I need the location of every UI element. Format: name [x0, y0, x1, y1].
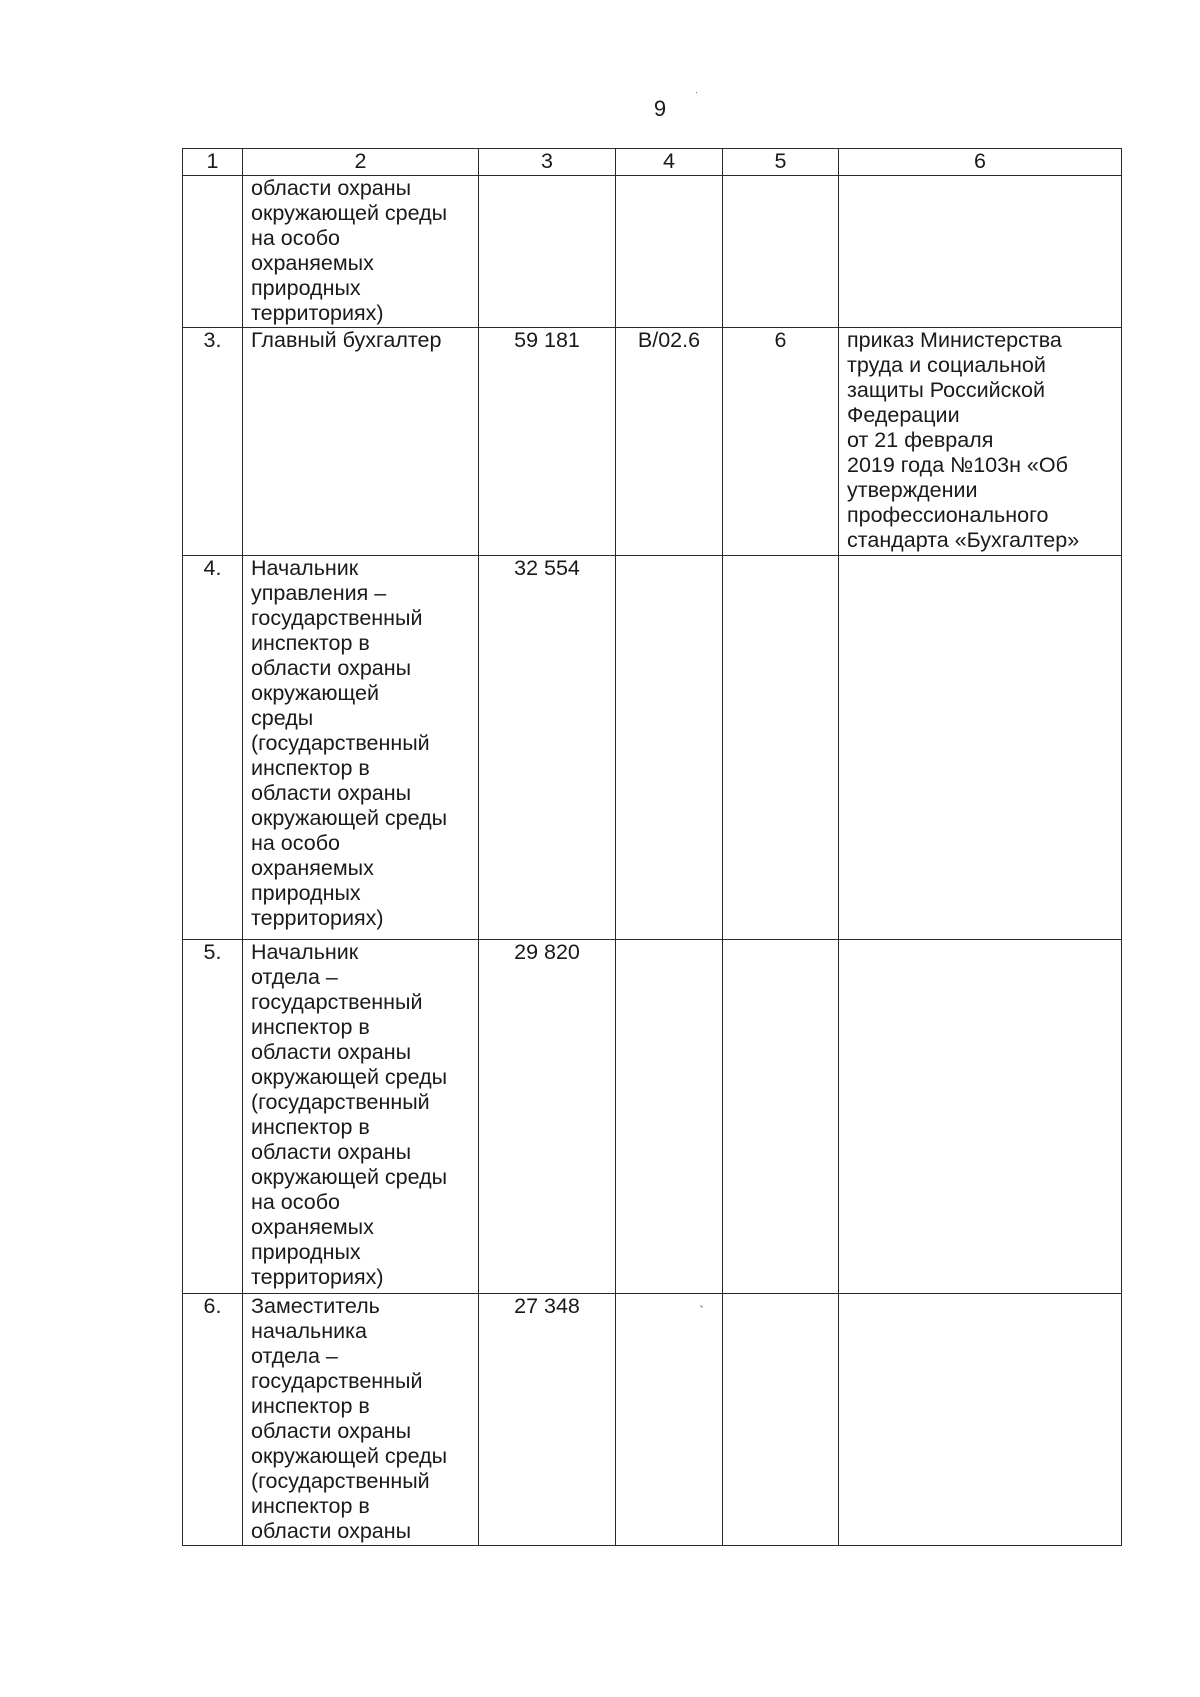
row-number: 6. — [183, 1294, 243, 1546]
salary-value — [479, 176, 616, 328]
table-row — [183, 940, 1122, 1294]
row-number: 3. — [183, 328, 243, 556]
header-col-4: 4 — [616, 149, 723, 176]
table-header — [183, 149, 1122, 176]
scan-speck-mark — [696, 92, 697, 93]
table-row — [183, 556, 1122, 940]
regulation-text — [839, 1294, 1122, 1546]
regulation-text: приказ Министерства труда и социальной защиты Российской Федерации от 21 февраля 2019 года №103н «Об утверждении профессионального стандарта «Бухгалтер» — [839, 328, 1122, 556]
table-body — [183, 176, 1122, 1546]
qualification-level: 6 — [723, 328, 839, 556]
header-col-1: 1 — [183, 149, 243, 176]
header-row — [183, 149, 1122, 176]
salary-value: 59 181 — [479, 328, 616, 556]
header-col-6: 6 — [839, 149, 1122, 176]
salary-value: 29 820 — [479, 940, 616, 1294]
table-row — [183, 1294, 1122, 1546]
regulation-text — [839, 940, 1122, 1294]
qualification-level — [723, 176, 839, 328]
staff-salary-table — [182, 148, 1122, 1546]
position-name: Главный бухгалтер — [243, 328, 479, 556]
position-name: Начальник отдела – государственный инспектор в области охраны окружающей среды (государственный инспектор в области охраны окружающей среды на особо охраняемых природных территориях) — [243, 940, 479, 1294]
salary-value: 32 554 — [479, 556, 616, 940]
header-col-5: 5 — [723, 149, 839, 176]
function-code — [616, 940, 723, 1294]
position-name: Начальник управления – государственный инспектор в области охраны окружающей среды (государственный инспектор в области охраны окружающей среды на особо охраняемых природных территориях) — [243, 556, 479, 940]
table-row — [183, 328, 1122, 556]
row-number — [183, 176, 243, 328]
header-col-2: 2 — [243, 149, 479, 176]
salary-value: 27 348 — [479, 1294, 616, 1546]
row-number: 5. — [183, 940, 243, 1294]
function-code — [616, 176, 723, 328]
function-code — [616, 556, 723, 940]
position-name: Заместитель начальника отдела – государственный инспектор в области охраны окружающей среды (государственный инспектор в области охраны — [243, 1294, 479, 1546]
table-row — [183, 176, 1122, 328]
qualification-level — [723, 1294, 839, 1546]
header-col-3: 3 — [479, 149, 616, 176]
regulation-text — [839, 556, 1122, 940]
function-code — [616, 1294, 723, 1546]
regulation-text — [839, 176, 1122, 328]
qualification-level — [723, 556, 839, 940]
page-number: 9 — [653, 96, 667, 121]
function-code: B/02.6 — [616, 328, 723, 556]
position-name: области охраны окружающей среды на особо охраняемых природных территориях) — [243, 176, 479, 328]
row-number: 4. — [183, 556, 243, 940]
qualification-level — [723, 940, 839, 1294]
